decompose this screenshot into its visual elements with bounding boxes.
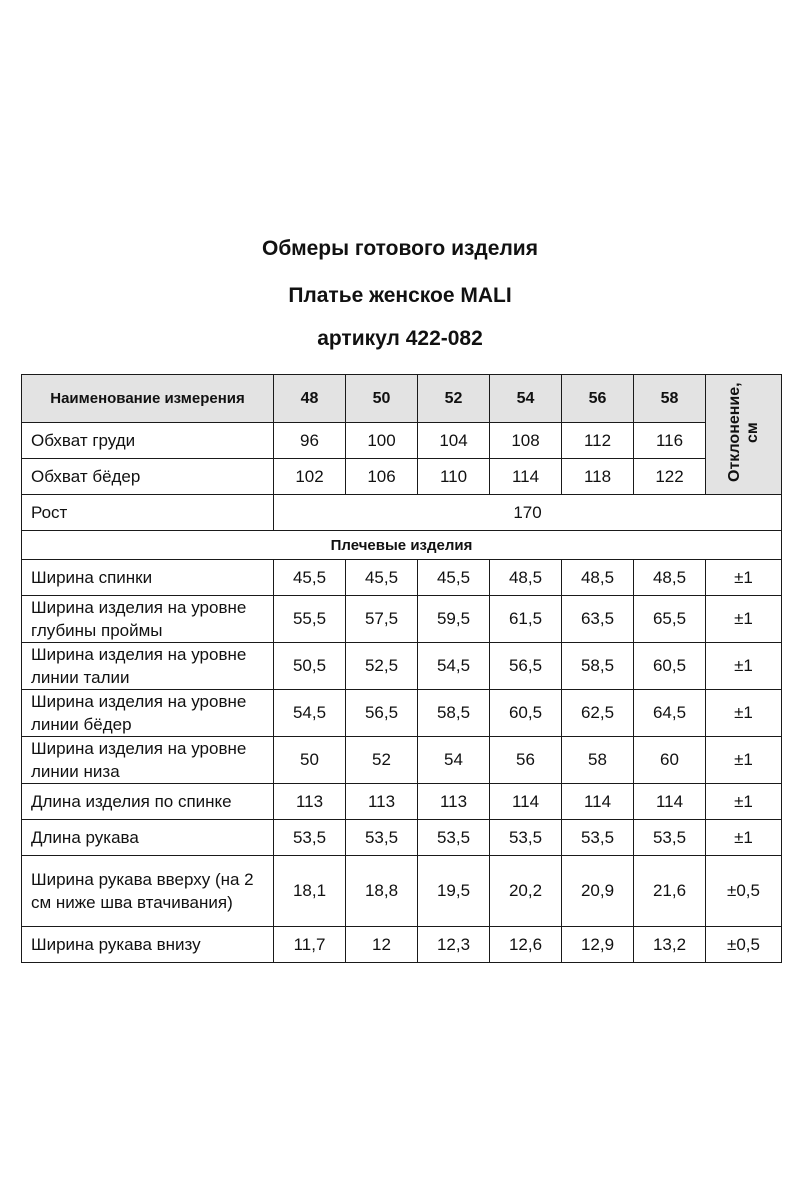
table-row <box>22 690 782 737</box>
header-size: 52 <box>418 375 490 423</box>
header-size: 56 <box>562 375 634 423</box>
header-size: 50 <box>346 375 418 423</box>
cell-value: 114 <box>490 459 562 495</box>
table-row <box>22 560 782 596</box>
cell-deviation: ±0,5 <box>706 856 782 927</box>
cell-value: 18,8 <box>346 856 418 927</box>
cell-value: 12,9 <box>562 927 634 963</box>
cell-value: 54,5 <box>418 643 490 690</box>
cell-value: 54,5 <box>274 690 346 737</box>
cell-value: 13,2 <box>634 927 706 963</box>
cell-value: 60,5 <box>490 690 562 737</box>
product-name: Платье женское MALI <box>288 284 512 307</box>
cell-value: 12 <box>346 927 418 963</box>
measurements-table <box>21 374 782 963</box>
cell-value: 53,5 <box>562 820 634 856</box>
section-label: Плечевые изделия <box>22 531 782 560</box>
cell-value: 106 <box>346 459 418 495</box>
cell-value: 12,6 <box>490 927 562 963</box>
row-name: Ширина изделия на уровне линии низа <box>22 737 274 784</box>
cell-deviation: ±1 <box>706 820 782 856</box>
table-row <box>22 643 782 690</box>
cell-value: 118 <box>562 459 634 495</box>
row-name: Рост <box>22 495 274 531</box>
table-body <box>22 560 782 963</box>
cell-value: 56,5 <box>346 690 418 737</box>
row-name: Ширина изделия на уровне линии бёдер <box>22 690 274 737</box>
cell-value: 45,5 <box>274 560 346 596</box>
cell-deviation: ±0,5 <box>706 927 782 963</box>
cell-value: 45,5 <box>418 560 490 596</box>
row-name: Ширина рукава внизу <box>22 927 274 963</box>
cell-value: 113 <box>274 784 346 820</box>
row-name: Ширина изделия на уровне глубины проймы <box>22 596 274 643</box>
cell-value: 64,5 <box>634 690 706 737</box>
cell-value: 53,5 <box>490 820 562 856</box>
cell-deviation: ±1 <box>706 596 782 643</box>
cell-value: 52,5 <box>346 643 418 690</box>
cell-value: 54 <box>418 737 490 784</box>
cell-value: 104 <box>418 423 490 459</box>
cell-value: 114 <box>490 784 562 820</box>
row-name: Ширина рукава вверху (на 2 см ниже шва втачивания) <box>22 856 274 927</box>
cell-value: 18,1 <box>274 856 346 927</box>
cell-value: 116 <box>634 423 706 459</box>
cell-value: 59,5 <box>418 596 490 643</box>
table-row <box>22 495 782 531</box>
header-size: 54 <box>490 375 562 423</box>
cell-value: 56 <box>490 737 562 784</box>
cell-value: 102 <box>274 459 346 495</box>
cell-value: 58,5 <box>562 643 634 690</box>
table-row <box>22 820 782 856</box>
table-row <box>22 459 782 495</box>
row-name: Обхват бёдер <box>22 459 274 495</box>
cell-value: 112 <box>562 423 634 459</box>
cell-deviation: ±1 <box>706 560 782 596</box>
cell-value: 48,5 <box>562 560 634 596</box>
cell-value: 108 <box>490 423 562 459</box>
cell-deviation: ±1 <box>706 784 782 820</box>
cell-value: 20,9 <box>562 856 634 927</box>
cell-value: 63,5 <box>562 596 634 643</box>
cell-value: 122 <box>634 459 706 495</box>
cell-value: 20,2 <box>490 856 562 927</box>
cell-value: 62,5 <box>562 690 634 737</box>
table-header-row <box>22 375 782 423</box>
cell-value: 60 <box>634 737 706 784</box>
cell-value: 48,5 <box>634 560 706 596</box>
cell-value: 45,5 <box>346 560 418 596</box>
header-size: 58 <box>634 375 706 423</box>
cell-value: 53,5 <box>274 820 346 856</box>
row-name: Длина рукава <box>22 820 274 856</box>
cell-value: 53,5 <box>634 820 706 856</box>
cell-value: 50,5 <box>274 643 346 690</box>
cell-value: 60,5 <box>634 643 706 690</box>
cell-value: 11,7 <box>274 927 346 963</box>
cell-value: 113 <box>418 784 490 820</box>
header-deviation <box>706 375 782 495</box>
cell-value: 58 <box>562 737 634 784</box>
cell-value: 52 <box>346 737 418 784</box>
table-row <box>22 737 782 784</box>
cell-value: 48,5 <box>490 560 562 596</box>
cell-value: 12,3 <box>418 927 490 963</box>
article-number: артикул 422-082 <box>317 327 483 350</box>
cell-value: 61,5 <box>490 596 562 643</box>
section-row <box>22 531 782 560</box>
cell-value: 114 <box>634 784 706 820</box>
cell-value: 96 <box>274 423 346 459</box>
document-title: Обмеры готового изделия <box>262 237 538 260</box>
row-name: Ширина изделия на уровне линии талии <box>22 643 274 690</box>
cell-value: 113 <box>346 784 418 820</box>
cell-value: 110 <box>418 459 490 495</box>
row-name: Ширина спинки <box>22 560 274 596</box>
cell-value: 53,5 <box>346 820 418 856</box>
cell-deviation: ±1 <box>706 643 782 690</box>
cell-value: 19,5 <box>418 856 490 927</box>
cell-value: 53,5 <box>418 820 490 856</box>
table-row <box>22 856 782 927</box>
cell-value: 58,5 <box>418 690 490 737</box>
height-value: 170 <box>274 495 782 531</box>
cell-deviation: ±1 <box>706 690 782 737</box>
cell-value: 56,5 <box>490 643 562 690</box>
cell-value: 57,5 <box>346 596 418 643</box>
header-measurement-name: Наименование измерения <box>22 375 274 423</box>
cell-value: 55,5 <box>274 596 346 643</box>
table-row <box>22 423 782 459</box>
cell-value: 50 <box>274 737 346 784</box>
row-name: Обхват груди <box>22 423 274 459</box>
cell-value: 100 <box>346 423 418 459</box>
header-size: 48 <box>274 375 346 423</box>
row-name: Длина изделия по спинке <box>22 784 274 820</box>
deviation-label: Отклонение, см <box>725 382 761 482</box>
table-row <box>22 596 782 643</box>
cell-value: 65,5 <box>634 596 706 643</box>
cell-value: 114 <box>562 784 634 820</box>
table-row <box>22 784 782 820</box>
cell-value: 21,6 <box>634 856 706 927</box>
cell-deviation: ±1 <box>706 737 782 784</box>
table-row <box>22 927 782 963</box>
